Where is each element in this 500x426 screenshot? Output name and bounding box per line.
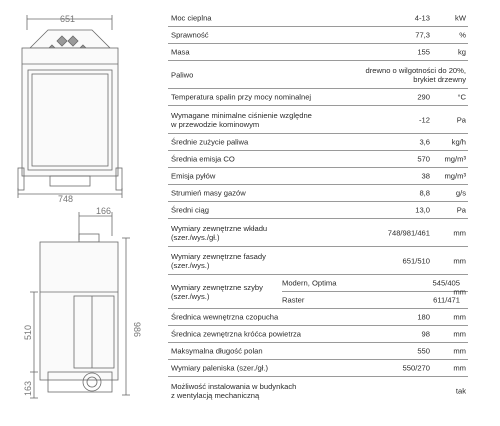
spec-row-zuzycie: [168, 134, 468, 151]
spec-row-palenisko: [168, 360, 468, 377]
spec-label-line: Wymagane minimalne ciśnienie względne: [171, 110, 312, 120]
spec-label: Maksymalna długość polan: [171, 346, 263, 356]
spec-label: Sprawność: [171, 30, 209, 40]
technical-drawings: [0, 0, 160, 426]
spec-label-line: Wymiary zewnętrzne wkładu: [171, 223, 268, 233]
spec-subrow-modern: [282, 275, 468, 292]
spec-unit: kg: [457, 47, 466, 57]
spec-unit: mm: [453, 312, 466, 322]
spec-value: 651/510: [402, 256, 430, 265]
spec-row-wklad: [168, 219, 468, 247]
spec-value: 550: [417, 346, 430, 356]
spec-unit: %: [459, 30, 466, 40]
spec-subrow-raster: [282, 292, 468, 308]
front-top-width-dim: 651: [60, 14, 76, 24]
spec-label-line: Możliwość instalowania w budynkach: [171, 382, 297, 391]
spec-label: Paliwo: [171, 70, 194, 79]
spec-row-emisja-co: [168, 151, 468, 168]
spec-row-emisja-pylow: [168, 168, 468, 185]
spec-value: 611/471: [433, 295, 460, 305]
spec-label: Średnica wewnętrzna czopucha: [171, 312, 279, 322]
spec-unit: Pa: [456, 115, 466, 124]
side-body-height-dim: 510: [23, 324, 33, 340]
spec-label-line: Wymiary zewnętrzne szyby: [171, 282, 263, 292]
spec-value: 545/405: [432, 278, 460, 288]
spec-unit: Pa: [456, 205, 466, 215]
spec-subrows: [282, 275, 468, 308]
spec-row-czopuch: [168, 309, 468, 326]
spec-row-masa: [168, 44, 468, 61]
spec-label-line: (szer./wys.): [171, 291, 210, 301]
front-bottom-width-dim: 748: [58, 194, 74, 204]
spec-label: Moc cieplna: [171, 13, 212, 23]
spec-unit: mm: [453, 329, 466, 339]
spec-row-cisnienie: [168, 106, 468, 134]
spec-value: 13,0: [415, 205, 430, 215]
spec-value: 8,8: [419, 188, 430, 198]
spec-row-instalacja: [168, 377, 468, 405]
spec-label: [168, 275, 282, 308]
spec-row-ciag: [168, 202, 468, 219]
spec-value: [366, 66, 466, 84]
spec-label: Średni ciąg: [171, 205, 209, 215]
spec-row-sprawnosc: [168, 27, 468, 44]
spec-label: [171, 382, 296, 400]
spec-label-line: z wentylacją mechaniczną: [171, 391, 260, 400]
side-depth-dim: 166: [96, 206, 112, 216]
spec-unit: kW: [455, 13, 466, 23]
spec-value: 98: [421, 329, 430, 339]
spec-value: 77,3: [415, 30, 430, 40]
spec-value: 38: [421, 171, 430, 181]
spec-unit: mm: [453, 363, 466, 373]
spec-value: 748/981/461: [387, 228, 430, 237]
spec-value: 155: [417, 47, 430, 57]
spec-row-moc: [168, 10, 468, 27]
spec-label-line: (szer./wys./gł.): [171, 232, 220, 242]
spec-value: 180: [417, 312, 430, 322]
spec-row-strumien: [168, 185, 468, 202]
spec-row-fasada: [168, 247, 468, 275]
spec-sublabel: Modern, Optima: [282, 278, 337, 288]
spec-label: [171, 224, 267, 242]
spec-sublabel: Raster: [282, 295, 305, 305]
spec-unit: kg/h: [451, 137, 466, 147]
spec-unit: g/s: [455, 188, 466, 198]
spec-label: Wymiary paleniska (szer./gł.): [171, 363, 268, 373]
spec-unit: mm: [453, 228, 466, 237]
spec-unit: tak: [455, 386, 466, 396]
spec-label: Średnia emisja CO: [171, 154, 235, 164]
spec-row-krociec: [168, 326, 468, 343]
spec-unit: °C: [457, 92, 466, 102]
spec-unit: mm: [453, 256, 466, 265]
spec-value-line: brykiet drzewny: [413, 74, 466, 84]
spec-label-line: (szer./wys.): [171, 260, 210, 270]
spec-value: 3,6: [419, 137, 430, 147]
spec-label: Masa: [171, 47, 190, 57]
spec-unit: mg/m³: [444, 171, 466, 181]
spec-label-line: Wymiary zewnętrzne fasady: [171, 251, 266, 261]
spec-row-szyba: [168, 275, 468, 309]
spec-unit: mg/m³: [444, 154, 466, 164]
side-view-drawing: [30, 212, 130, 398]
spec-value: 290: [417, 92, 430, 102]
spec-unit: mm: [453, 346, 466, 356]
spec-label: Strumień masy gazów: [171, 188, 246, 198]
spec-label: Średnie zużycie paliwa: [171, 137, 249, 147]
spec-value: 570: [417, 154, 430, 164]
spec-label: [171, 252, 266, 270]
spec-row-polana: [168, 343, 468, 360]
spec-value: 4-13: [414, 13, 430, 23]
spec-label: Średnica zewnętrzna króćca powietrza: [171, 329, 301, 339]
spec-row-temperatura: [168, 89, 468, 106]
spec-value: 550/270: [402, 363, 430, 373]
spec-label-line: w przewodzie kominowym: [171, 119, 260, 129]
side-height-dim: 986: [132, 322, 142, 338]
front-view-drawing: [18, 15, 122, 198]
spec-label: Temperatura spalin przy mocy nominalnej: [171, 92, 312, 102]
spec-table: [168, 10, 468, 405]
spec-row-paliwo: [168, 61, 468, 89]
spec-value-line: drewno o wilgotności do 20%,: [365, 65, 466, 75]
spec-label: [171, 111, 312, 129]
side-base-height-dim: 163: [23, 380, 33, 396]
spec-unit: mm: [453, 287, 466, 296]
spec-label: Emisja pyłów: [171, 171, 216, 181]
spec-value: -12: [419, 115, 430, 124]
